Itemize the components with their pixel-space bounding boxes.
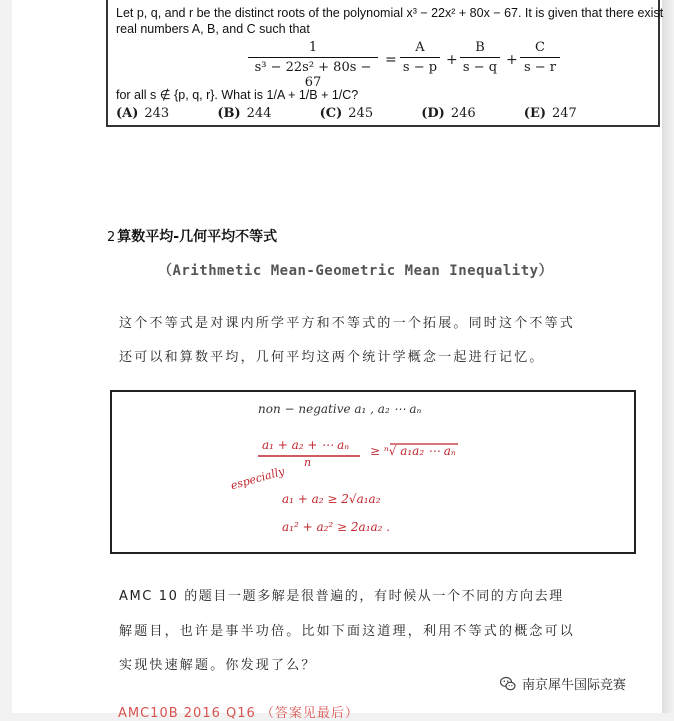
page-edge-shadow — [662, 0, 674, 713]
note-gm-rhs: ≥ ⁿ√ a₁a₂ ⋯ aₙ — [370, 444, 456, 458]
choice-a: (A) 243 — [116, 106, 170, 121]
fraction-c-den: s − r — [523, 60, 557, 75]
answer-choices — [116, 106, 621, 121]
section-subtitle: （Arithmetic Mean-Geometric Mean Inequality） — [158, 263, 554, 279]
paragraph-2-line-3: 实现快速解题。你发现了么？ — [119, 658, 317, 673]
problem-line-3: for all s ∉ {p, q, r}. What is 1/A + 1/B + 1/C? — [116, 88, 359, 102]
note-nonnegative: non − negative a₁ , a₂ ⋯ aₙ — [258, 402, 422, 416]
choice-d: (D) 246 — [421, 106, 476, 121]
plus-sign: + — [446, 52, 458, 68]
amc-reference: AMC10B 2016 Q16 （答案见最后） — [118, 706, 359, 721]
fraction-b — [460, 40, 500, 75]
lhs-numerator: 1 — [248, 40, 378, 58]
note-am-numerator: a₁ + a₂ + ⋯ aₙ — [262, 438, 350, 452]
fraction-a-den: s − p — [402, 60, 438, 75]
choice-e: (E) 247 — [523, 106, 577, 121]
note-root-overline — [390, 442, 460, 446]
problem-line-2: real numbers A, B, and C such that — [116, 22, 310, 36]
watermark-text: 南京犀牛国际竞赛 — [522, 678, 627, 693]
fraction-a-num: A — [400, 40, 440, 58]
paragraph-2-line-1: AMC 10 的题目一题多解是很普遍的，有时候从一个不同的方向去理 — [119, 589, 564, 604]
note-two-term-amgm: a₁ + a₂ ≥ 2√a₁a₂ — [282, 492, 381, 506]
choice-b: (B) 244 — [217, 106, 272, 121]
paragraph-2-line-2: 解题目，也许是事半功倍。比如下面这道理，利用不等式的概念可以 — [119, 624, 576, 639]
paragraph-1-line-2: 还可以和算数平均，几何平均这两个统计学概念一起进行记忆。 — [119, 350, 545, 365]
fraction-c — [520, 40, 560, 75]
note-am-denominator: n — [304, 456, 312, 469]
fraction-c-num: C — [520, 40, 560, 58]
note-square-inequality: a₁² + a₂² ≥ 2a₁a₂ . — [282, 520, 391, 534]
section-number: 2 — [107, 230, 116, 245]
lhs-fraction — [248, 40, 378, 90]
fraction-a — [400, 40, 440, 75]
note-especially: especially — [229, 464, 286, 493]
lhs-denominator: s³ − 22s² + 80s − 67 — [254, 60, 372, 90]
section-title-text: 算数平均-几何平均不等式 — [117, 229, 278, 245]
handwritten-note-box — [110, 390, 636, 554]
paragraph-1-line-1: 这个不等式是对课内所学平方和不等式的一个拓展。同时这个不等式 — [119, 316, 576, 331]
wechat-watermark — [500, 674, 626, 693]
wechat-icon — [500, 676, 516, 692]
section-heading — [107, 226, 277, 246]
fraction-b-num: B — [460, 40, 500, 58]
equals-sign: = — [385, 52, 397, 68]
fraction-b-den: s − q — [462, 60, 498, 75]
plus-sign: + — [506, 52, 518, 68]
problem-box — [106, 0, 664, 127]
choice-c: (C) 245 — [319, 106, 374, 121]
problem-line-1: Let p, q, and r be the distinct roots of the polynomial x³ − 22x² + 80x − 67. It is given that there exist — [116, 6, 664, 20]
